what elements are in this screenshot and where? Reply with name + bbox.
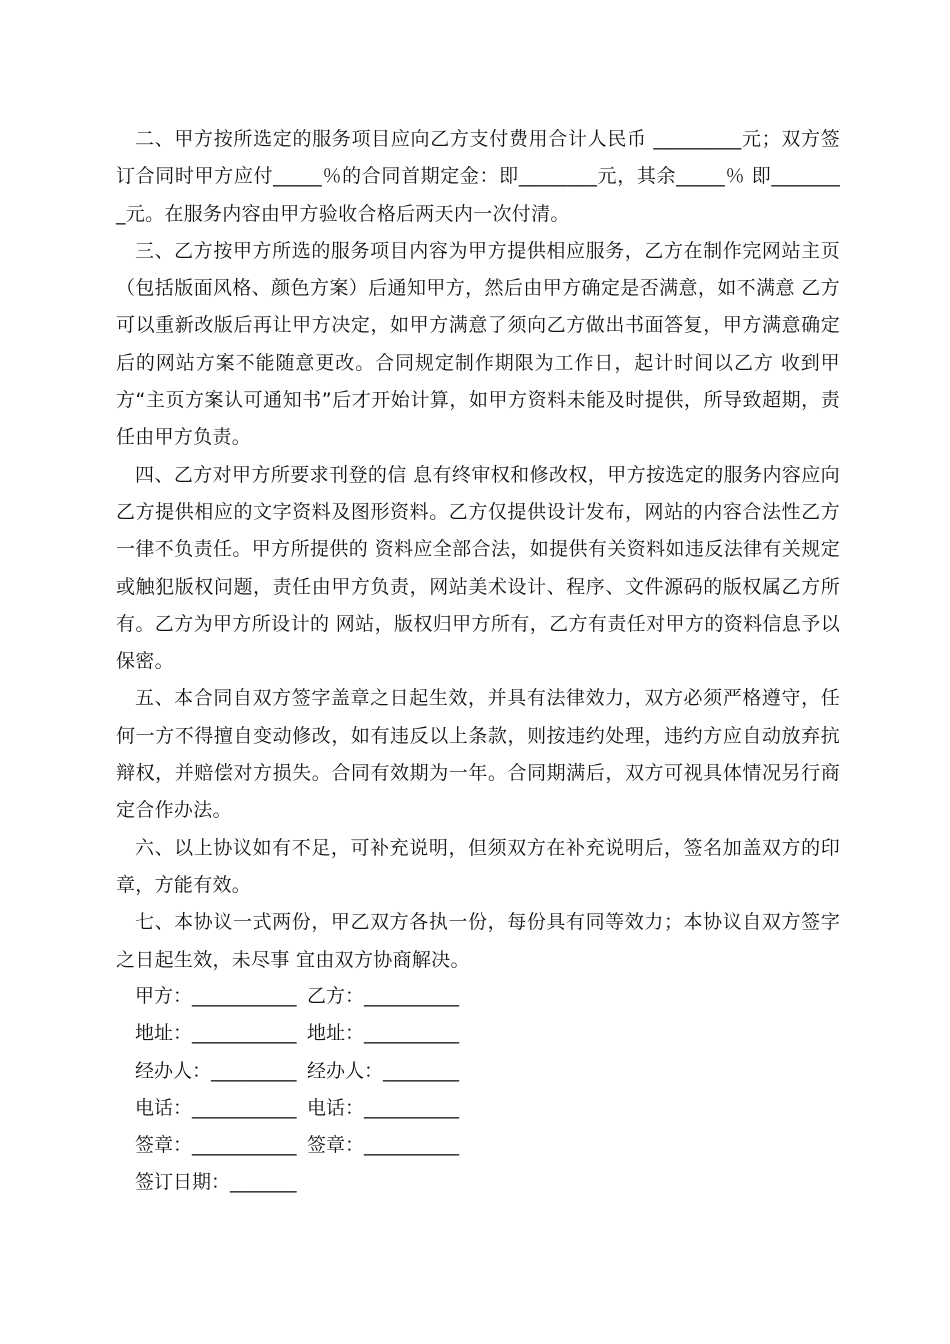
party-b-agent-field: 经办人：________ [307, 1059, 460, 1082]
contract-body [116, 121, 840, 979]
signature-row-date [135, 1164, 297, 1201]
signature-row-agent [135, 1053, 460, 1090]
party-b-phone-field: 电话：__________ [307, 1096, 460, 1119]
party-a-address-field: 地址：___________ [135, 1022, 297, 1045]
party-a-agent-field: 经办人：_________ [135, 1059, 297, 1082]
clause-4-content-rights: 四、乙方对甲方所要求刊登的信 息有终审权和修改权，甲方按选定的服务内容应向乙方提供相应的文字资料及图形资料。乙方仅提供设计发布，网站的内容合法性乙方一律不负责任。甲方所提供的 资料应全部合法，如提供有关资料如违反法律有关规定或触犯版权问题，责任由甲方负责，网站美术设计、程序、文件源码的版权属乙方所有。乙方为甲方所设计的 网站，版权归甲方所有，乙方有责任对甲方的资料信息予以保密。 [116, 463, 840, 673]
party-b-field: 乙方：__________ [307, 985, 460, 1007]
clause-2-payment: 二、甲方按所选定的服务项目应向乙方支付费用合计人民币 _________元；双方签订合同时甲方应付_____％的合同首期定金：即________元，其余_____％ 即________元。在服务内容由甲方验收合格后两天内一次付清。 [116, 128, 840, 225]
signature-row-party [135, 978, 460, 1015]
party-a-seal-field: 签章：___________ [135, 1134, 297, 1157]
party-a-field: 甲方：___________ [135, 985, 297, 1007]
clause-3-service: 三、乙方按甲方所选的服务项目内容为甲方提供相应服务，乙方在制作完网站主页（包括版面风格、颜色方案）后通知甲方，然后由甲方确定是否满意，如不满意 乙方可以重新改版后再让甲方决定，如甲方满意了须向乙方做出书面答复，甲方满意确定后的网站方案不能随意更改。合同规定制作期限为工作日，起计时间以乙方 收到甲方“主页方案认可通知书”后才开始计算，如甲方资料未能及时提供，所导致超期，责任由甲方负责。 [116, 239, 840, 449]
signing-date-field: 签订日期：_______ [135, 1171, 297, 1194]
signature-row-address [135, 1015, 460, 1052]
signature-row-seal [135, 1127, 460, 1164]
clause-6-supplement: 六、以上协议如有不足，可补充说明，但须双方在补充说明后，签名加盖双方的印章，方能有效。 [116, 836, 840, 896]
signature-row-phone [135, 1090, 460, 1127]
clause-7-copies: 七、本协议一式两份，甲乙双方各执一份，每份具有同等效力；本协议自双方签字之日起生效，未尽事 宜由双方协商解决。 [116, 911, 840, 971]
signature-block [135, 978, 460, 1202]
party-b-seal-field: 签章：__________ [307, 1134, 460, 1157]
clause-5-validity: 五、本合同自双方签字盖章之日起生效，并具有法律效力，双方必须严格遵守，任何一方不得擅自变动修改，如有违反以上条款，则按违约处理，违约方应自动放弃抗辩权，并赔偿对方损失。合同有效期为一年。合同期满后，双方可视具体情况另行商定合作办法。 [116, 687, 840, 822]
party-a-phone-field: 电话：___________ [135, 1096, 297, 1119]
party-b-address-field: 地址：__________ [307, 1022, 460, 1045]
